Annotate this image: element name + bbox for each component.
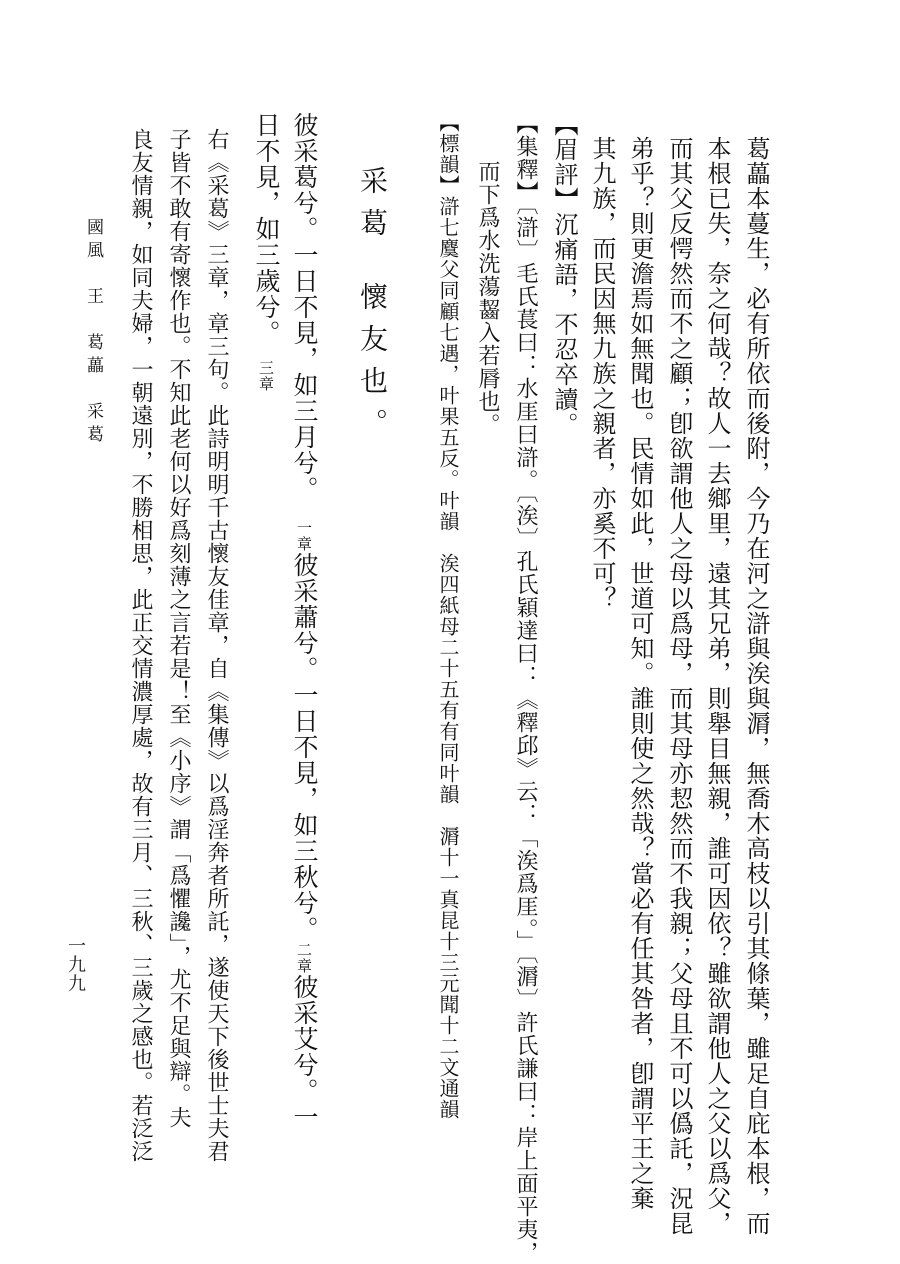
stanza-3-text-b: 日不見，如三歲兮。 — [252, 112, 281, 346]
meiping-note: 【眉評】沉痛語，不忍卒讀。 — [550, 112, 578, 437]
poem-preface: 懷友也。 — [356, 282, 389, 450]
biaoyun-note: 【標韻】滸七麌父同顧七遇，叶果五反。叶韻 涘四紙母二十五有有同叶韻 漘十一真昆十三元聞十二文通韻 — [436, 112, 460, 1120]
jishi-line-2: 而下爲水洗蕩齧入若脣也。 — [475, 160, 500, 436]
stanza-2-note: 二章 — [295, 942, 313, 974]
commentary-line-1: 葛藟本蔓生，必有所依而後附，今乃在河之滸與涘與漘，無喬木高枝以引其條葉，雖足自庇本根，而 — [742, 136, 770, 1236]
running-header: 國風 王 葛藟 采葛 — [83, 218, 103, 448]
stanza-1 — [292, 112, 317, 1130]
stanza-2-text: 彼采蕭兮。一日不見，如三秋兮。 — [290, 552, 319, 942]
stanza-3-note: 三章 — [257, 360, 275, 392]
stanza-3-text-a: 彼采艾兮。一 — [290, 974, 319, 1130]
commentary-line-4: 弟乎？則更澹焉如無聞也。民情如此，世道可知。誰則使之然哉？當必有任其咎者，卽謂平王之棄 — [626, 136, 654, 1211]
discussion-line-3: 良友情親，如同夫婦，一朝遠別，不勝相思，此正交情濃厚處，故有三月、三秋、三歲之感也。若泛泛 — [128, 128, 153, 1163]
commentary-line-3: 而其父反愕然而不之顧；卽欲謂他人之母以爲母，而其母亦恝然而不我親；父母且不可以僞託，況昆 — [665, 136, 693, 1236]
stanza-1-text: 彼采葛兮。一日不見，如三月兮。 — [290, 112, 319, 502]
discussion-line-1: 右《采葛》三章，章三句。此詩明明千古懷友佳章，自《集傳》以爲淫奔者所託，遂使天下後世士夫君 — [204, 128, 229, 1163]
page-number: 一九九 — [65, 936, 86, 993]
commentary-line-5: 其九族，而民因無九族之親者，亦奚不可？ — [588, 136, 616, 611]
jishi-line-1: 【集釋】〔滸〕毛氏萇曰：水厓曰滸。〔涘〕孔氏穎達曰：《釋邱》云：「涘爲厓。」〔漘〕許氏謙曰：岸上面平夷， — [513, 112, 538, 1264]
poem-title: 采葛 — [356, 166, 389, 250]
stanza-1-note: 一章 — [295, 520, 313, 552]
stanza-3 — [254, 112, 279, 392]
discussion-line-2: 子皆不敢有寄懷作也。不知此老何以好爲刻薄之言若是！至《小序》謂「爲懼讒」，尤不足與辯。夫 — [166, 128, 191, 1129]
commentary-line-2: 本根已失，奈之何哉？故人一去鄉里，遠其兄弟，則舉目無親，誰可因依？雖欲謂他人之父以爲父， — [703, 136, 731, 1236]
